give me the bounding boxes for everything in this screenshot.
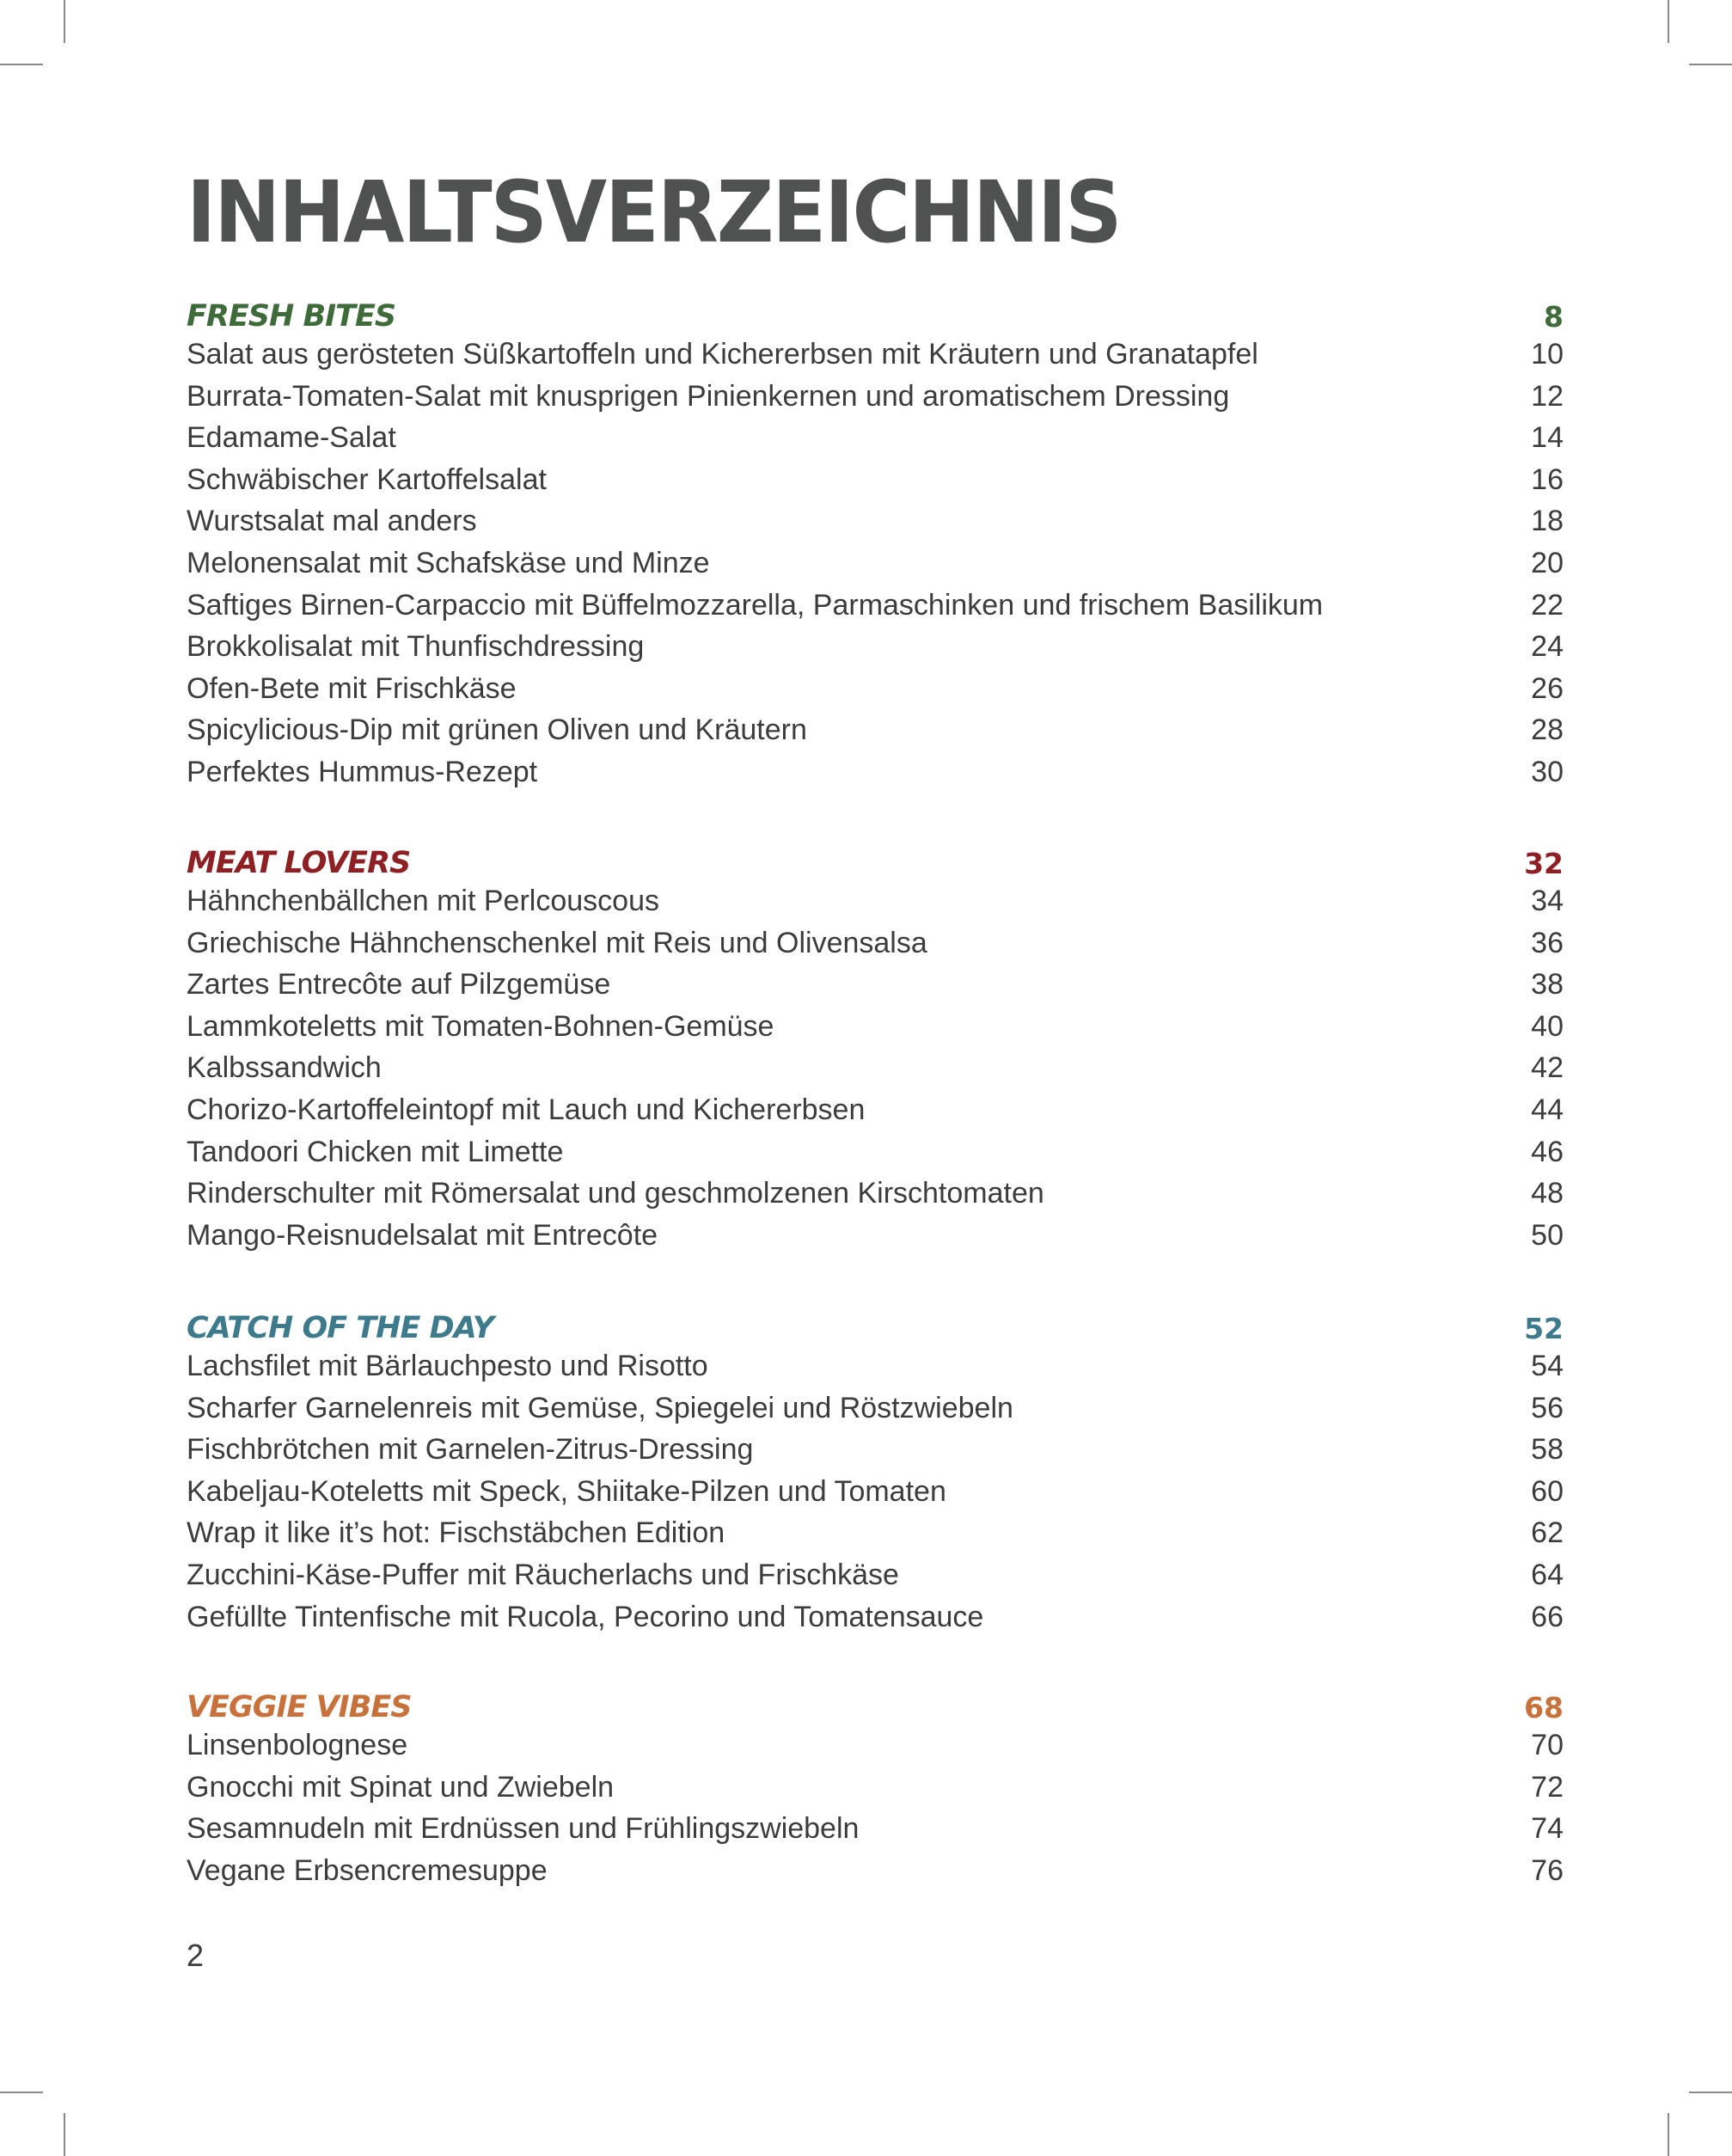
toc-entry [187,1596,1564,1638]
entry-title: Salat aus gerösteten Süßkartoffeln und Kichererbsen mit Kräutern und Granatapfel [187,338,1258,371]
entry-title: Brokkolisalat mit Thunfischdressing [187,630,645,664]
page-number: 2 [187,1938,205,1973]
entry-page-number: 62 [1531,1516,1564,1550]
entry-title: Griechische Hähnchenschenkel mit Reis und Olivensalsa [187,926,927,959]
entry-page-number: 60 [1531,1474,1564,1508]
entry-page-number: 50 [1531,1218,1564,1252]
section-title: CATCH OF THE DAY [187,1311,494,1345]
section-title: MEAT LOVERS [187,846,411,880]
entry-title: Perfektes Hummus-Rezept [187,755,538,788]
entry-page-number: 24 [1531,630,1564,664]
entry-page-number: 54 [1531,1350,1564,1382]
toc-entry [187,1215,1564,1257]
crop-mark [1689,64,1732,65]
entry-title: Gnocchi mit Spinat und Zwiebeln [187,1770,615,1804]
entry-title: Ofen-Bete mit Frischkäse [187,671,517,705]
entry-page-number: 72 [1531,1770,1564,1804]
entry-title: Saftiges Birnen-Carpaccio mit Büffelmozzarella, Parmaschinken und frischem Basilikum [187,588,1324,622]
entry-title: Wurstsalat mal anders [187,505,477,538]
entry-page-number: 12 [1531,379,1564,413]
entry-page-number: 76 [1531,1853,1564,1887]
entry-title: Scharfer Garnelenreis mit Gemüse, Spiegelei und Röstzwiebeln [187,1391,1013,1424]
entry-page-number: 36 [1531,926,1564,959]
toc-entry [187,964,1564,1006]
toc-entry [187,1554,1564,1596]
section-page-number: 68 [1524,1691,1564,1724]
toc-entry [187,459,1564,501]
entry-page-number: 44 [1531,1093,1564,1126]
section-page-number: 8 [1544,300,1564,334]
entry-page-number: 18 [1531,505,1564,538]
entry-page-number: 48 [1531,1177,1564,1210]
crop-mark [64,2113,65,2156]
entry-title: Lachsfilet mit Bärlauchpesto und Risotto [187,1350,708,1382]
entry-page-number: 16 [1531,462,1564,496]
crop-mark [0,2092,43,2093]
toc-entry [187,668,1564,710]
entry-page-number: 34 [1531,885,1564,917]
section-veggie-vibes [187,1683,1564,1891]
toc-entry [187,376,1564,418]
section-title: FRESH BITES [187,299,396,334]
entry-title: Lammkoteletts mit Tomaten-Bohnen-Gemüse [187,1009,774,1043]
crop-mark [1689,2092,1732,2093]
toc-entry [187,1724,1564,1767]
section-page-number: 52 [1524,1312,1564,1345]
toc-entry [187,585,1564,627]
toc-entry [187,1006,1564,1048]
crop-mark [1668,2113,1669,2156]
entry-page-number: 42 [1531,1051,1564,1085]
entry-title: Kalbssandwich [187,1051,382,1085]
toc-entry [187,1131,1564,1173]
entry-page-number: 26 [1531,671,1564,705]
entry-title: Fischbrötchen mit Garnelen-Zitrus-Dressing [187,1433,754,1467]
toc-entry [187,922,1564,965]
entry-title: Wrap it like it’s hot: Fischstäbchen Edition [187,1516,725,1550]
toc-entry [187,500,1564,542]
toc-entry [187,1471,1564,1513]
section-fresh-bites [187,292,1564,793]
toc-entry [187,880,1564,922]
toc-entry [187,1387,1564,1430]
toc-entry [187,751,1564,793]
section-page-number: 32 [1524,847,1564,880]
crop-mark [64,0,65,43]
entry-page-number: 66 [1531,1600,1564,1633]
page-title: INHALTSVERZEICHNIS [187,162,1121,262]
section-heading [187,1304,1564,1345]
toc-entry [187,1767,1564,1809]
crop-mark [1668,0,1669,43]
section-heading [187,292,1564,334]
entry-title: Burrata-Tomaten-Salat mit knusprigen Pinienkernen und aromatischem Dressing [187,379,1230,413]
entry-title: Zucchini-Käse-Puffer mit Räucherlachs und Frischkäse [187,1558,899,1591]
entry-page-number: 20 [1531,546,1564,579]
entry-title: Spicylicious-Dip mit grünen Oliven und Kräutern [187,714,807,747]
toc-entry [187,709,1564,751]
entry-title: Hähnchenbällchen mit Perlcouscous [187,885,659,917]
entry-page-number: 58 [1531,1433,1564,1467]
entry-page-number: 22 [1531,588,1564,622]
toc-entry [187,1345,1564,1387]
entry-title: Sesamnudeln mit Erdnüssen und Frühlingszwiebeln [187,1812,860,1846]
entry-page-number: 70 [1531,1729,1564,1761]
entry-page-number: 56 [1531,1391,1564,1424]
section-catch-of-the-day [187,1304,1564,1638]
entry-title: Gefüllte Tintenfische mit Rucola, Pecorino und Tomatensauce [187,1600,984,1633]
toc-entry [187,1429,1564,1471]
entry-title: Mango-Reisnudelsalat mit Entrecôte [187,1218,658,1252]
entry-title: Melonensalat mit Schafskäse und Minze [187,546,710,579]
toc-entry [187,542,1564,585]
section-heading [187,839,1564,880]
crop-mark [0,64,43,65]
toc-entry [187,1047,1564,1089]
entry-page-number: 10 [1531,338,1564,371]
entry-page-number: 38 [1531,968,1564,1001]
entry-title: Schwäbischer Kartoffelsalat [187,462,547,496]
entry-page-number: 14 [1531,421,1564,455]
entry-title: Linsenbolognese [187,1729,408,1761]
entry-page-number: 28 [1531,714,1564,747]
toc-entry [187,334,1564,376]
entry-title: Chorizo-Kartoffeleintopf mit Lauch und Kichererbsen [187,1093,866,1126]
toc-entry [187,1850,1564,1892]
section-meat-lovers [187,839,1564,1256]
entry-page-number: 74 [1531,1812,1564,1846]
entry-page-number: 40 [1531,1009,1564,1043]
section-heading [187,1683,1564,1724]
entry-page-number: 46 [1531,1135,1564,1168]
entry-title: Edamame-Salat [187,421,396,455]
entry-page-number: 30 [1531,755,1564,788]
toc-entry [187,626,1564,668]
toc-entry [187,1089,1564,1131]
entry-title: Kabeljau-Koteletts mit Speck, Shiitake-Pilzen und Tomaten [187,1474,946,1508]
entry-title: Rinderschulter mit Römersalat und geschmolzenen Kirschtomaten [187,1177,1044,1210]
toc-entry [187,417,1564,459]
entry-title: Vegane Erbsencremesuppe [187,1853,548,1887]
entry-title: Zartes Entrecôte auf Pilzgemüse [187,968,611,1001]
toc-entry [187,1512,1564,1554]
toc-entry [187,1808,1564,1850]
toc-entry [187,1173,1564,1215]
entry-title: Tandoori Chicken mit Limette [187,1135,564,1168]
entry-page-number: 64 [1531,1558,1564,1591]
section-title: VEGGIE VIBES [187,1690,412,1724]
